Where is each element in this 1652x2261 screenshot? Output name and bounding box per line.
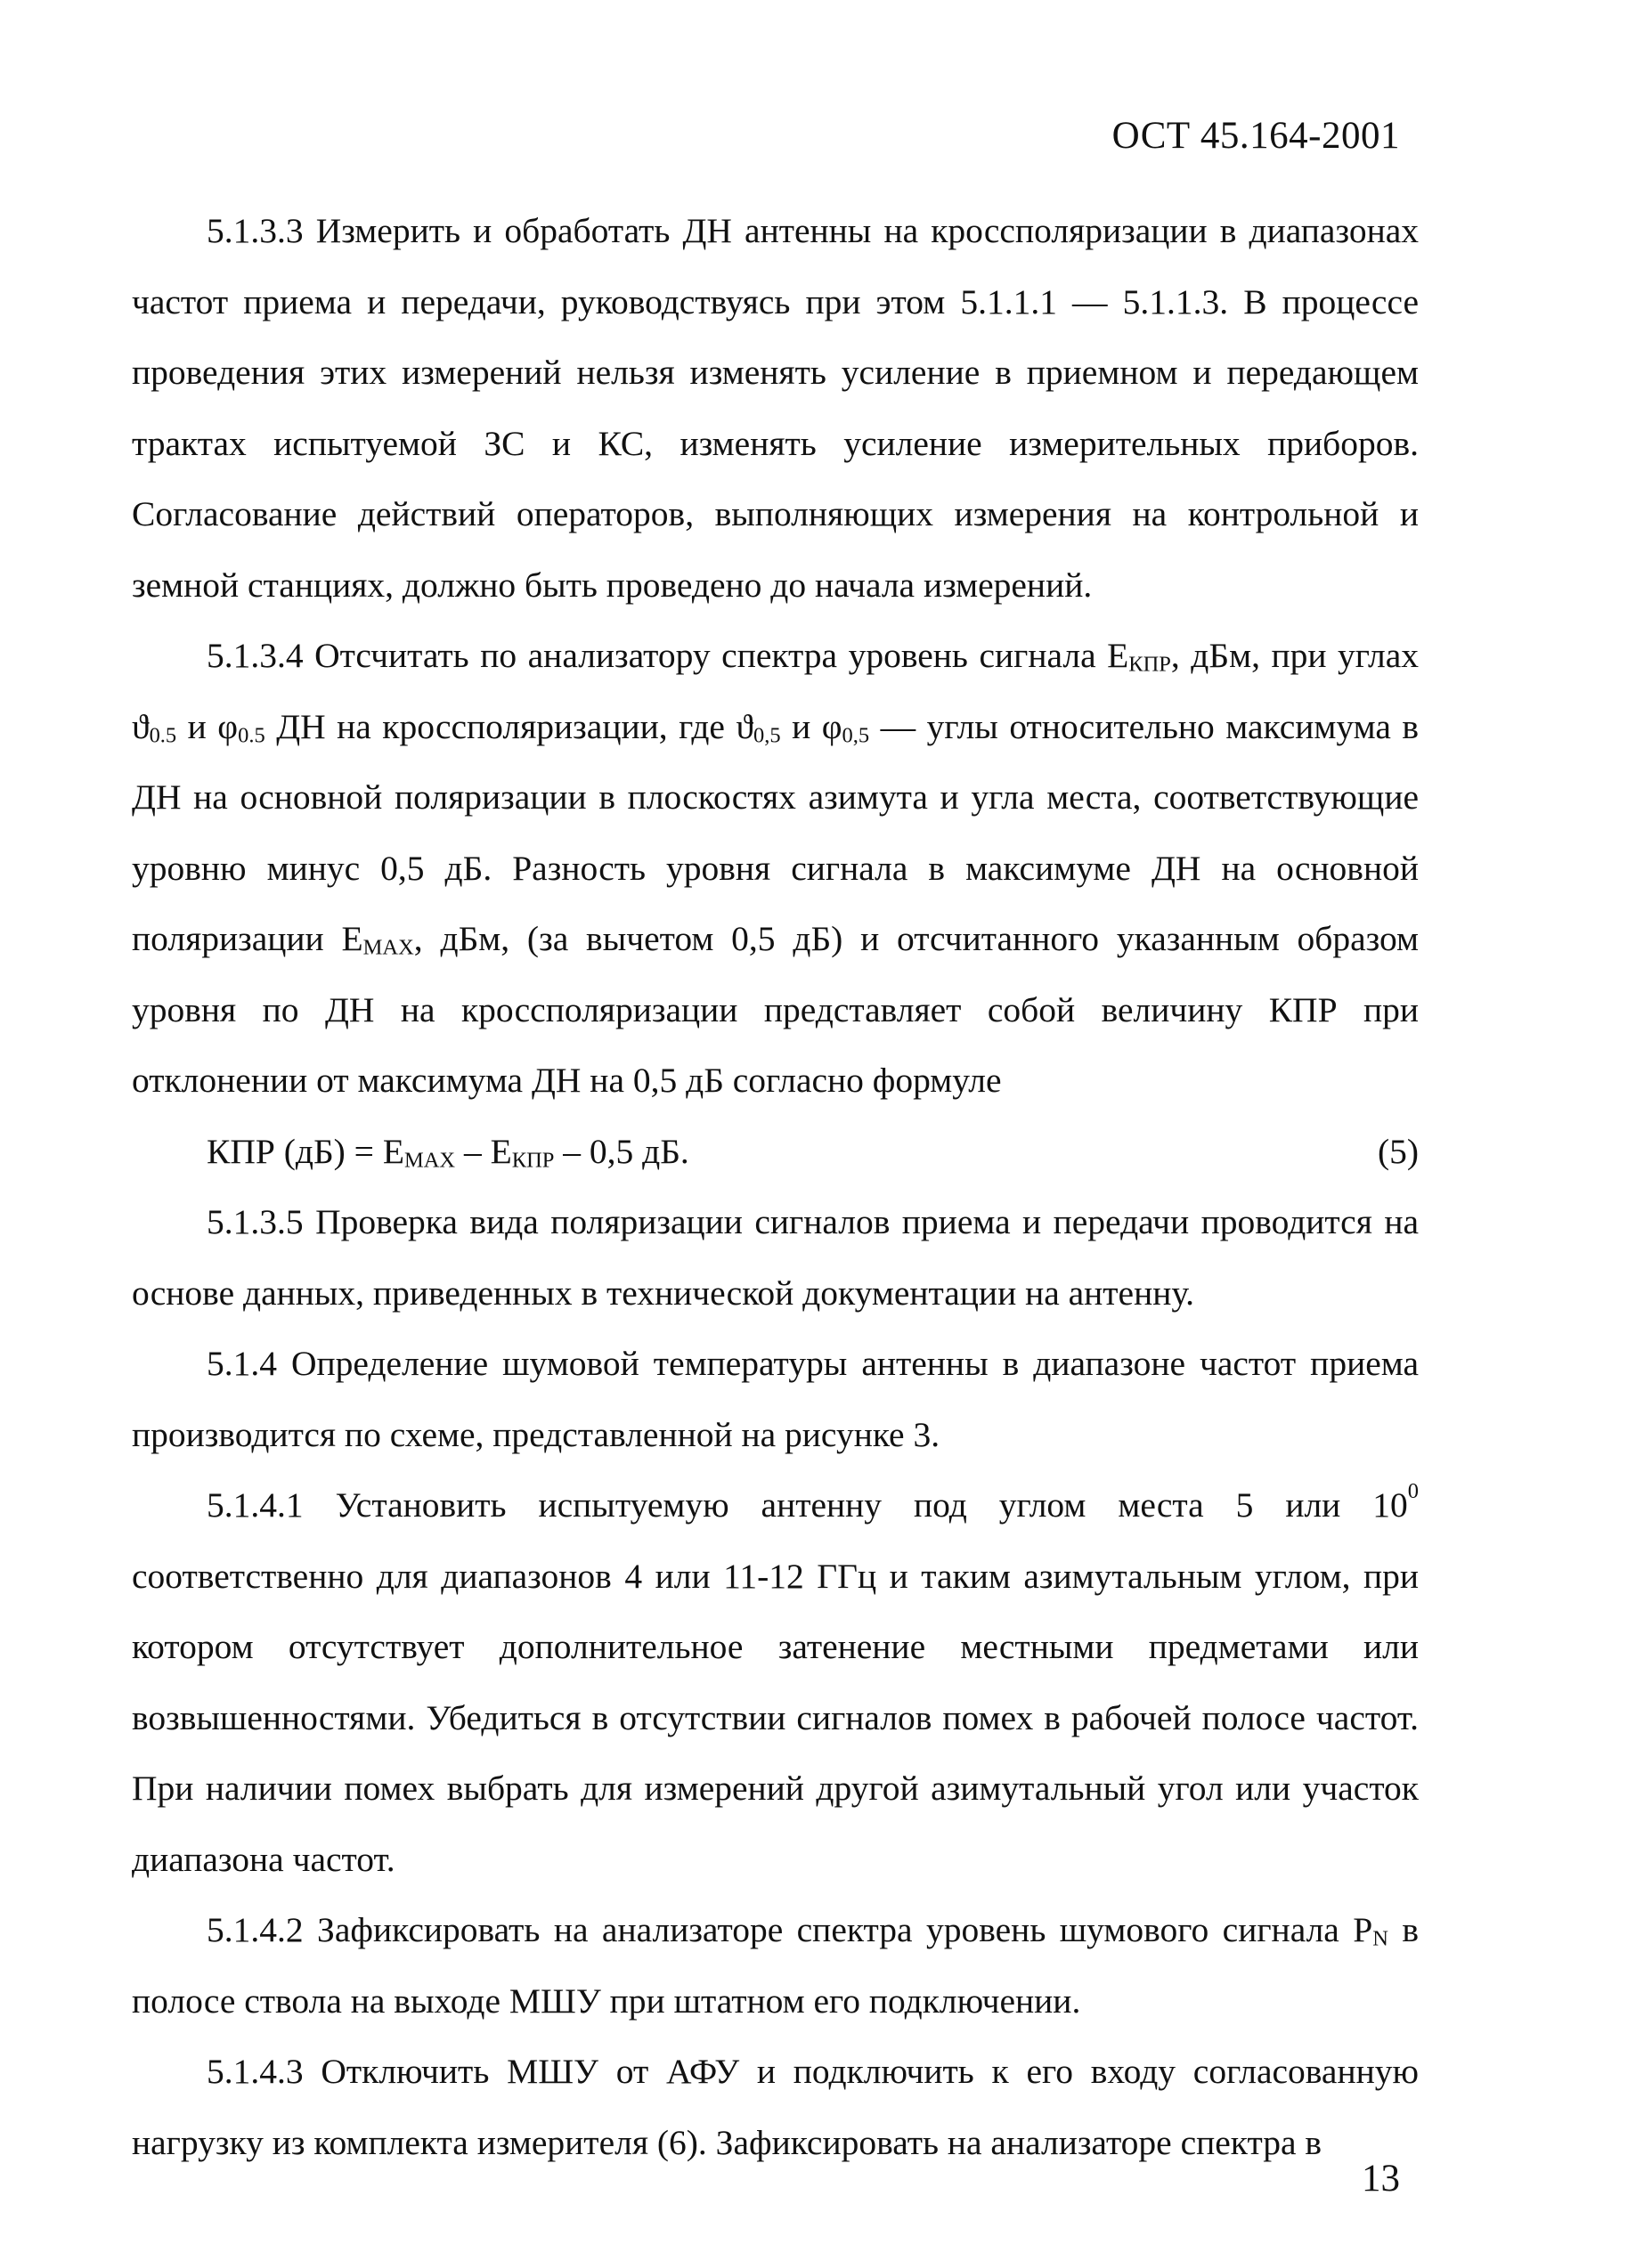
formula-5 — [132, 1117, 1419, 1188]
paragraph-5-1-4: 5.1.4 Определение шумовой температуры антенны в диапазоне частот приема производится по схеме, представленной на рисунке 3. — [132, 1344, 1419, 1454]
document-body — [132, 196, 1419, 2178]
paragraph-5-1-4-1: 5.1.4.1 Установить испытуемую антенну под углом места 5 или $10^0$ соответственно для диапазонов 4 или 11-12 ГГц и таким азимутальным углом, при котором отсутствует дополнительное затенение местными предметами или возвышенностями. Убедиться в отсутствии сигналов помех в рабочей полосе частот. При наличии помех выбрать для измерений другой азимутальный угол или участок диапазона частот. — [132, 1479, 1419, 1879]
paragraph-5-1-3-3: 5.1.3.3 Измерить и обработать ДН антенны на кроссполяризации в диапазонах частот приема и передачи, руководствуясь при этом 5.1.1.1 — 5.1.1.3. В процессе проведения этих измерений нельзя изменять усиление в приемном и передающем трактах испытуемой ЗС и КС, изменять усиление измерительных приборов. Согласование действий операторов, выполняющих измерения на контрольной и земной станциях, должно быть проведено до начала измерений. — [132, 211, 1419, 605]
paragraph-5-1-4-3: 5.1.4.3 Отключить МШУ от АФУ и подключить к его входу согласованную нагрузку из комплекта измерителя (6). Зафиксировать на анализаторе спектра в — [132, 2052, 1419, 2162]
paragraph-5-1-3-4: 5.1.3.4 Отсчитать по анализатору спектра уровень сигнала $E_{КПР}$, дБм, при углах $ϑ_{0.5}$ и $\varphi_{0.5}$ ДН на кроссполяризации, где $ϑ_{0,5}$ и $\varphi_{0,5}$ — углы относительно максимума в ДН на основной поляризации в плоскостях азимута и угла места, соответствующие уровню минус 0,5 дБ. Разность уровня сигнала в максимуме ДН на основной поляризации $E_{MAX}$, дБм, (за вычетом 0,5 дБ) и отсчитанного указанным образом уровня по ДН на кроссполяризации представляет собой величину КПР при отклонении от максимума ДН на 0,5 дБ согласно формуле — [132, 636, 1420, 1100]
standard-code: ОСТ 45.164-2001 — [1111, 115, 1400, 157]
formula-expression: КПР $(дБ) = E_{MAX} - E_{КПР} - 0,5$ дБ. — [207, 1131, 689, 1172]
formula-number: (5) — [1377, 1131, 1419, 1171]
paragraph-5-1-4-2: 5.1.4.2 Зафиксировать на анализаторе спектра уровень шумового сигнала $P_N$ в полосе ствола на выходе МШУ при штатном его подключении. — [132, 1910, 1419, 2021]
paragraph-5-1-3-5: 5.1.3.5 Проверка вида поляризации сигналов приема и передачи проводится на основе данных, приведенных в технической документации на антенну. — [132, 1202, 1419, 1313]
page-number: 13 — [1362, 2158, 1400, 2200]
